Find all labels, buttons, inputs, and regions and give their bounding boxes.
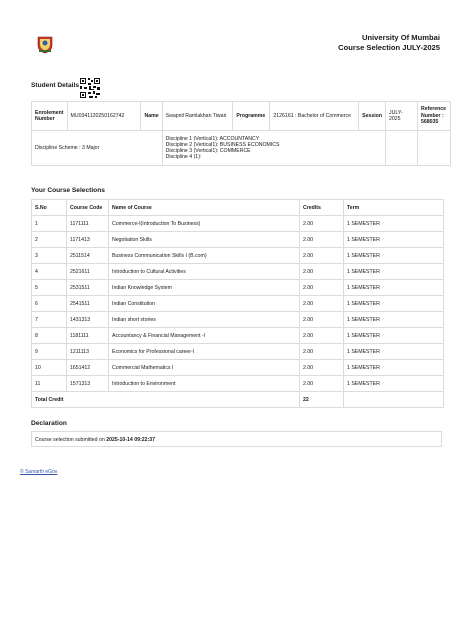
total-credit-value: 22	[300, 392, 344, 408]
cell-course-name: Commerce-I(Introduction To Business)	[109, 216, 300, 232]
cell-course-name: Indian short stories	[109, 312, 300, 328]
cell-course-code: 2541511	[67, 296, 109, 312]
table-row	[32, 232, 444, 248]
table-row	[32, 280, 444, 296]
cell-term: 1 SEMESTER	[344, 248, 444, 264]
empty-cell	[386, 131, 418, 166]
course-table-body	[32, 216, 444, 392]
table-row	[32, 312, 444, 328]
table-row	[32, 264, 444, 280]
cell-term: 1 SEMESTER	[344, 216, 444, 232]
cell-credits: 2.00	[300, 376, 344, 392]
reference-value: 568035	[420, 119, 439, 126]
cell-course-code: 1431313	[67, 312, 109, 328]
table-row	[32, 296, 444, 312]
university-logo-icon	[35, 34, 55, 54]
cell-course-code: 1171413	[67, 232, 109, 248]
document-title: Course Selection JULY-2025	[338, 43, 440, 52]
discipline-scheme: Discipline Scheme : 3 Major	[32, 131, 163, 166]
discipline-1: Discipline 1 (Vertical1): ACCOUNTANCY	[165, 136, 260, 142]
empty-cell	[417, 131, 450, 166]
cell-sno: 7	[32, 312, 67, 328]
table-row	[32, 360, 444, 376]
cell-term: 1 SEMESTER	[344, 264, 444, 280]
column-header-credits: Credits	[300, 200, 344, 216]
session-label: Session	[359, 102, 386, 131]
table-row	[32, 216, 444, 232]
cell-credits: 2.00	[300, 216, 344, 232]
cell-sno: 1	[32, 216, 67, 232]
programme-label: Programme	[233, 102, 270, 131]
cell-course-code: 1171111	[67, 216, 109, 232]
student-details-row	[32, 102, 451, 131]
cell-course-name: Introduction to Cultural Activities	[109, 264, 300, 280]
course-selections-table	[31, 199, 444, 408]
cell-credits: 2.00	[300, 232, 344, 248]
discipline-list	[162, 131, 385, 166]
cell-course-name: Economics for Professional career-I	[109, 344, 300, 360]
cell-credits: 2.00	[300, 280, 344, 296]
column-header-course-code: Course Code	[67, 200, 109, 216]
cell-course-code: 2511514	[67, 248, 109, 264]
cell-sno: 4	[32, 264, 67, 280]
course-selections-heading: Your Course Selections	[31, 187, 105, 194]
cell-credits: 2.00	[300, 360, 344, 376]
cell-course-code: 2531511	[67, 280, 109, 296]
cell-term: 1 SEMESTER	[344, 296, 444, 312]
table-row	[32, 248, 444, 264]
cell-term: 1 SEMESTER	[344, 376, 444, 392]
cell-sno: 5	[32, 280, 67, 296]
cell-course-name: Indian Constitution	[109, 296, 300, 312]
cell-course-code: 2521611	[67, 264, 109, 280]
cell-course-code: 1181111	[67, 328, 109, 344]
column-header-term: Term	[344, 200, 444, 216]
cell-course-code: 1211113	[67, 344, 109, 360]
table-row	[32, 376, 444, 392]
cell-sno: 9	[32, 344, 67, 360]
cell-term: 1 SEMESTER	[344, 360, 444, 376]
student-details-heading: Student Details	[31, 82, 79, 89]
submission-timestamp: 2025-10-14 09:22:37	[106, 437, 155, 443]
cell-credits: 2.00	[300, 312, 344, 328]
cell-course-name: Accountancy & Financial Management -I	[109, 328, 300, 344]
column-header-sno: S.No	[32, 200, 67, 216]
cell-term: 1 SEMESTER	[344, 328, 444, 344]
cell-sno: 6	[32, 296, 67, 312]
cell-term: 1 SEMESTER	[344, 280, 444, 296]
discipline-row	[32, 131, 451, 166]
cell-term: 1 SEMESTER	[344, 232, 444, 248]
cell-credits: 2.00	[300, 344, 344, 360]
declaration-heading: Declaration	[31, 420, 67, 427]
name-value: Swapnil Ramlakhan Tiwari	[162, 102, 233, 131]
discipline-3: Discipline 3 (Vertical1): COMMERCE	[165, 148, 251, 154]
table-header-row	[32, 200, 444, 216]
declaration-box	[31, 431, 442, 447]
cell-term: 1 SEMESTER	[344, 312, 444, 328]
cell-course-name: Negotiation Skills	[109, 232, 300, 248]
cell-sno: 8	[32, 328, 67, 344]
cell-course-name: Introduction to Environment	[109, 376, 300, 392]
enrolment-value: MU0341120250162742	[67, 102, 141, 131]
programme-value: 2126161 : Bachelor of Commerce	[270, 102, 359, 131]
total-credit-label: Total Credit	[32, 392, 300, 408]
cell-credits: 2.00	[300, 264, 344, 280]
total-credit-row	[32, 392, 444, 408]
table-row	[32, 328, 444, 344]
enrolment-label: Enrolement Number	[32, 102, 68, 131]
session-value: JULY-2025	[386, 102, 418, 131]
samarth-egov-link[interactable]: © Samarth eGov	[20, 469, 58, 475]
discipline-4: Discipline 4 (1):	[165, 154, 202, 160]
student-details-table	[31, 101, 451, 166]
cell-credits: 2.00	[300, 248, 344, 264]
discipline-2: Discipline 2 (Vertical1): BUSINESS ECONOMICS	[165, 142, 280, 148]
cell-term: 1 SEMESTER	[344, 344, 444, 360]
cell-course-name: Business Communication Skills I (B.com)	[109, 248, 300, 264]
cell-course-code: 1651412	[67, 360, 109, 376]
cell-sno: 10	[32, 360, 67, 376]
cell-sno: 3	[32, 248, 67, 264]
column-header-course-name: Name of Course	[109, 200, 300, 216]
reference-cell	[417, 102, 450, 131]
cell-course-code: 1571313	[67, 376, 109, 392]
empty-cell	[344, 392, 444, 408]
cell-credits: 2.00	[300, 296, 344, 312]
cell-sno: 11	[32, 376, 67, 392]
declaration-text: Course selection submitted on	[35, 437, 105, 443]
name-label: Name	[141, 102, 162, 131]
reference-label: Reference Number :	[420, 106, 447, 119]
cell-course-name: Commercial Mathematics I	[109, 360, 300, 376]
table-row	[32, 344, 444, 360]
qr-code-icon	[79, 77, 101, 99]
cell-sno: 2	[32, 232, 67, 248]
university-name: University Of Mumbai	[361, 33, 440, 42]
cell-course-name: Indian Knowledge System	[109, 280, 300, 296]
cell-credits: 2.00	[300, 328, 344, 344]
